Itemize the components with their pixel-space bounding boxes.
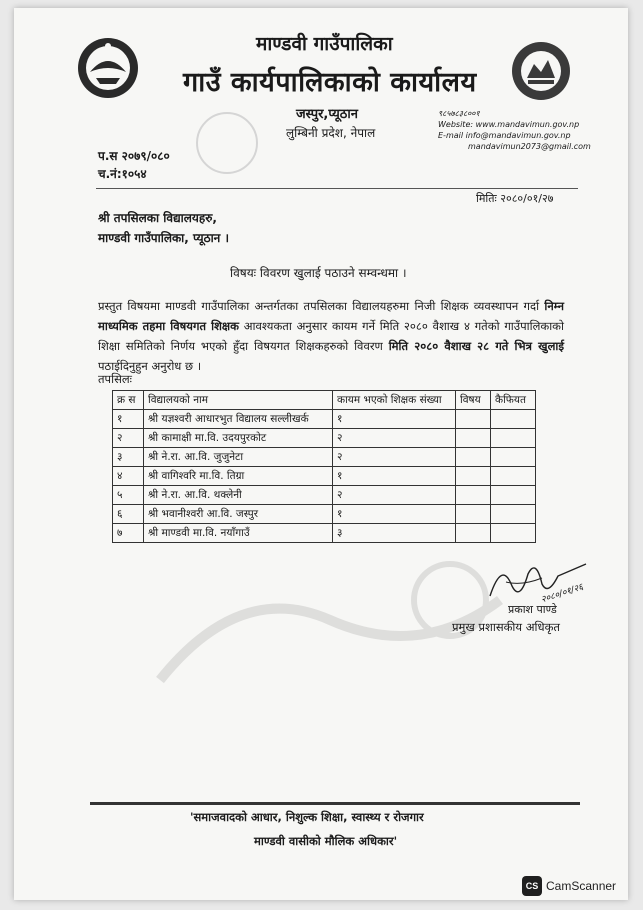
- table-row: [113, 467, 536, 486]
- camscanner-icon: CS: [522, 876, 542, 896]
- table-row: [113, 486, 536, 505]
- cell-count: ३: [333, 524, 456, 543]
- table-row: [113, 448, 536, 467]
- email-2: mandavimun2073@gmail.com: [468, 142, 591, 151]
- cell-subject: [456, 429, 491, 448]
- col-remarks: कैफियत: [491, 391, 536, 410]
- table-header-row: [113, 391, 536, 410]
- cell-school-name: श्री भवानीश्वरी आ.वि. जस्पुर: [144, 505, 333, 524]
- contact-phone: ९८५७८३८००१: [438, 109, 480, 118]
- cell-sn: २: [113, 429, 144, 448]
- header-office-name: गाउँ कार्यपालिकाको कार्यालय: [183, 67, 477, 98]
- letter-body: [98, 296, 564, 376]
- office-stamp: [196, 112, 258, 174]
- cell-sn: ३: [113, 448, 144, 467]
- cell-school-name: श्री यज्ञश्वरी आधारभुत विद्यालय सल्लीखर्क: [144, 410, 333, 429]
- chalani-number: च.नं:१०५४: [98, 167, 147, 181]
- recipient-line-1: श्री तपसिलका विद्यालयहरु,: [98, 211, 217, 225]
- cell-subject: [456, 448, 491, 467]
- reference-numbers: [98, 147, 170, 183]
- recipient-address: [98, 208, 229, 248]
- cell-remarks: [491, 505, 536, 524]
- footer-slogan-1: 'समाजवादको आधार, निशुल्क शिक्षा, स्वास्थ्य र रोजगार: [190, 810, 424, 824]
- letter-date: मितिः २०८०/०१/२७: [476, 192, 554, 205]
- cell-sn: ७: [113, 524, 144, 543]
- cell-count: १: [333, 467, 456, 486]
- website-label: Website:: [438, 120, 474, 129]
- footer-slogan-2: माण्डवी वासीको मौलिक अधिकार': [254, 834, 398, 848]
- cell-sn: ५: [113, 486, 144, 505]
- cell-subject: [456, 467, 491, 486]
- cell-subject: [456, 505, 491, 524]
- nepal-emblem-icon: [76, 36, 140, 100]
- col-teacher-count: कायम भएको शिक्षक संख्या: [333, 391, 456, 410]
- header-location: जस्पुर,प्यूठान: [296, 107, 358, 122]
- cell-school-name: श्री ने.रा. आ.वि. थक्लेनी: [144, 486, 333, 505]
- header-municipality-name: माण्डवी गाउँपालिका: [256, 33, 393, 55]
- col-sn: क्र स: [113, 391, 144, 410]
- body-bold-1: निम्न माध्यमिक तहमा विषयगत शिक्षक: [98, 299, 564, 333]
- table-row: [113, 524, 536, 543]
- cell-sn: ४: [113, 467, 144, 486]
- cell-school-name: श्री वागिश्वरि मा.वि. तिग्रा: [144, 467, 333, 486]
- cell-count: २: [333, 448, 456, 467]
- cell-sn: ६: [113, 505, 144, 524]
- email-label: E-mail: [438, 131, 464, 140]
- cell-school-name: श्री माण्डवी मा.वि. नयाँगाउँ: [144, 524, 333, 543]
- letter-subject: विषयः विवरण खुलाई पठाउने सम्वन्धमा ।: [230, 266, 407, 280]
- table-row: [113, 505, 536, 524]
- cell-count: २: [333, 429, 456, 448]
- header-province: लुम्बिनी प्रदेश, नेपाल: [286, 126, 376, 140]
- cell-remarks: [491, 467, 536, 486]
- cell-remarks: [491, 448, 536, 467]
- cell-count: २: [333, 486, 456, 505]
- school-table: [112, 390, 536, 543]
- signature-date: २०८०/०१/२६: [539, 582, 585, 606]
- cell-remarks: [491, 486, 536, 505]
- signatory-name: प्रकाश पाण्डे: [508, 603, 557, 616]
- recipient-line-2: माण्डवी गाउँपालिका, प्यूठान ।: [98, 231, 230, 245]
- cell-school-name: श्री कामाक्षी मा.वि. उदयपुरकोट: [144, 429, 333, 448]
- table-row: [113, 429, 536, 448]
- website-link: www.mandavimun.gov.np: [475, 120, 580, 129]
- body-bold-2: मिति २०८० वैशाख २८ गते भित्र खुलाई: [388, 339, 564, 353]
- cell-subject: [456, 486, 491, 505]
- col-school-name: विद्यालयको नाम: [144, 391, 333, 410]
- cell-remarks: [491, 524, 536, 543]
- body-text-3: पठाईदिनुहुन अनुरोध छ ।: [98, 359, 202, 373]
- camscanner-badge: [522, 876, 616, 896]
- patra-sankhya: प.स २०७९/०८०: [98, 149, 170, 163]
- email-1: info@mandavimun.gov.np: [465, 131, 571, 140]
- signatory-title: प्रमुख प्रशासकीय अधिकृत: [452, 620, 560, 634]
- cell-count: १: [333, 505, 456, 524]
- cell-count: १: [333, 410, 456, 429]
- cell-school-name: श्री ने.रा. आ.वि. जुजुनेटा: [144, 448, 333, 467]
- footer-divider: [90, 802, 580, 805]
- table-row: [113, 410, 536, 429]
- contact-block: [438, 108, 591, 152]
- col-subject: विषय: [456, 391, 491, 410]
- cell-sn: १: [113, 410, 144, 429]
- tapasil-label: तपसिलः: [98, 372, 132, 386]
- header-divider: [96, 188, 578, 189]
- camscanner-label: CamScanner: [546, 879, 617, 893]
- cell-subject: [456, 524, 491, 543]
- municipality-logo-icon: [510, 40, 572, 102]
- cell-subject: [456, 410, 491, 429]
- cell-remarks: [491, 429, 536, 448]
- body-text-2: आवश्यकता अनुसार कायम गर्ने मिति २०८० वैशाख ४ गतेको गाउँपालिकाको शिक्षा समितिको निर्णय भएको हुँदा विषयगत शिक्षकहरुको विवरण: [98, 319, 564, 353]
- body-text-1: प्रस्तुत विषयमा माण्डवी गाउँपालिका अन्तर्गतका तपसिलका विद्यालयहरुमा निजी शिक्षक व्यवस्थापन गर्दा: [98, 299, 545, 313]
- cell-remarks: [491, 410, 536, 429]
